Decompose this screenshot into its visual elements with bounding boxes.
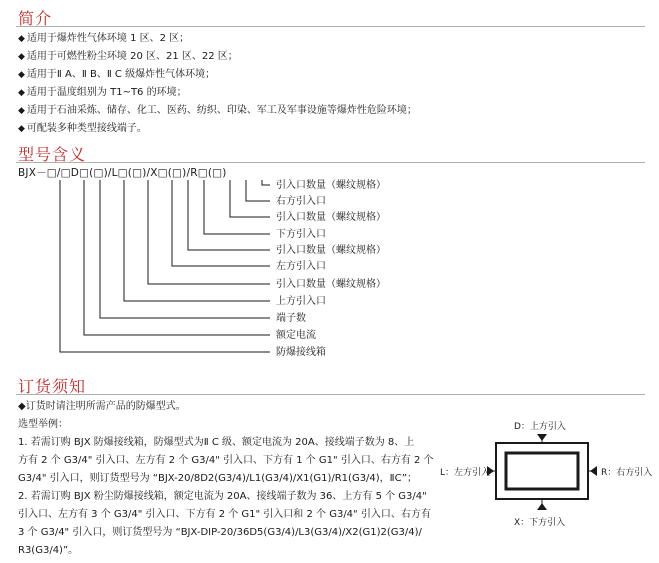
intro-bullet: ◆ 可配装多种类型接线端子。 — [18, 123, 147, 134]
model-title: 型号含义 — [18, 145, 87, 164]
bullet-diamond-icon: ◆ — [18, 70, 25, 80]
bullet-diamond-icon: ◆ — [18, 34, 25, 44]
order-title: 订货须知 — [18, 377, 87, 396]
bullet-diamond-icon: ◆ — [18, 106, 25, 116]
model-label-top-entry: 上方引入口 — [276, 296, 326, 307]
intro-bullet: ◆ 适用于石油采炼、储存、化工、医药、纺织、印染、军工及军事设施等爆炸性危险环境； — [18, 105, 417, 116]
intro-title: 简介 — [18, 9, 53, 28]
model-label-left-entry: 左方引入口 — [276, 261, 326, 272]
model-label-box: 防爆接线箱 — [276, 347, 326, 358]
bullet-diamond-icon: ◆ — [18, 88, 25, 98]
bullet-diamond-icon: ◆ — [18, 52, 25, 62]
bullet-diamond-icon: ◆ — [18, 124, 25, 134]
intro-bullet: ◆ 适用于温度组别为 T1~T6 的环境； — [18, 87, 187, 98]
model-label-bottom-qty: 引入口数量（螺纹规格） — [276, 212, 386, 223]
order-divider — [16, 394, 645, 395]
intro-bullet: ◆ 适用于爆炸性气体环境 1 区、2 区； — [18, 33, 190, 44]
model-label-current: 额定电流 — [276, 330, 316, 341]
intro-bullet: ◆ 适用于可燃性粉尘环境 20 区、21 区、22 区； — [18, 51, 238, 62]
model-label-bottom-entry: 下方引入口 — [276, 229, 326, 240]
order-example-line: G3/4" 引入口，则订货型号为 “BJX-20/8D2(G3/4)/L1(G3/4)/X1(G1)/R1(G3/4)，ⅡC”； — [18, 473, 417, 484]
model-label-right-qty: 引入口数量（螺纹规格） — [276, 180, 386, 191]
order-example-line: R3(G3/4)”。 — [18, 545, 79, 556]
order-example-line: 2. 若需订购 BJX 粉尘防爆接线箱，额定电流为 20A、接线端子数为 36、上方有 5 个 G3/4" — [18, 491, 427, 502]
order-example-line: 1. 若需订购 BJX 防爆接线箱，防爆型式为Ⅱ C 级、额定电流为 20A、接线端子数为 8、上 — [18, 437, 415, 448]
model-label-terminals: 端子数 — [276, 313, 306, 324]
diagram-label-left: L：左方引入 — [440, 468, 491, 478]
order-example-line: 方有 2 个 G3/4" 引入口、左方有 2 个 G3/4" 引入口、下方有 1 个 G1" 引入口、右方有 2 个 — [18, 455, 434, 466]
model-label-right-entry: 右方引入口 — [276, 196, 326, 207]
diagram-label-top: D：上方引入 — [514, 422, 566, 432]
model-code: BJX－□/□D□(□)/L□(□)/X□(□)/R□(□) — [18, 167, 227, 179]
order-example-heading: 选型举例： — [18, 419, 68, 430]
order-example-line: 引入口、左方有 3 个 G3/4" 引入口、下方有 2 个 G1" 引入口和 2 个 G3/4" 引入口、右方有 — [18, 509, 431, 520]
order-example-line: 3 个 G3/4" 引入口，则订货型号为 “BJX-DIP-20/36D5(G3/4)/L3(G3/4)/X2(G1)2(G3/4)/ — [18, 527, 422, 538]
diagram-label-right: R：右方引入 — [601, 468, 653, 478]
intro-bullet: ◆ 适用于Ⅱ A、Ⅱ B、Ⅱ C 级爆炸性气体环境； — [18, 69, 216, 80]
order-note: ◆订货时请注明所需产品的防爆型式。 — [18, 401, 186, 412]
model-label-top-qty: 引入口数量（螺纹规格） — [276, 279, 386, 290]
diagram-label-bottom: X：下方引入 — [514, 518, 566, 528]
model-label-left-qty: 引入口数量（螺纹规格） — [276, 245, 386, 256]
